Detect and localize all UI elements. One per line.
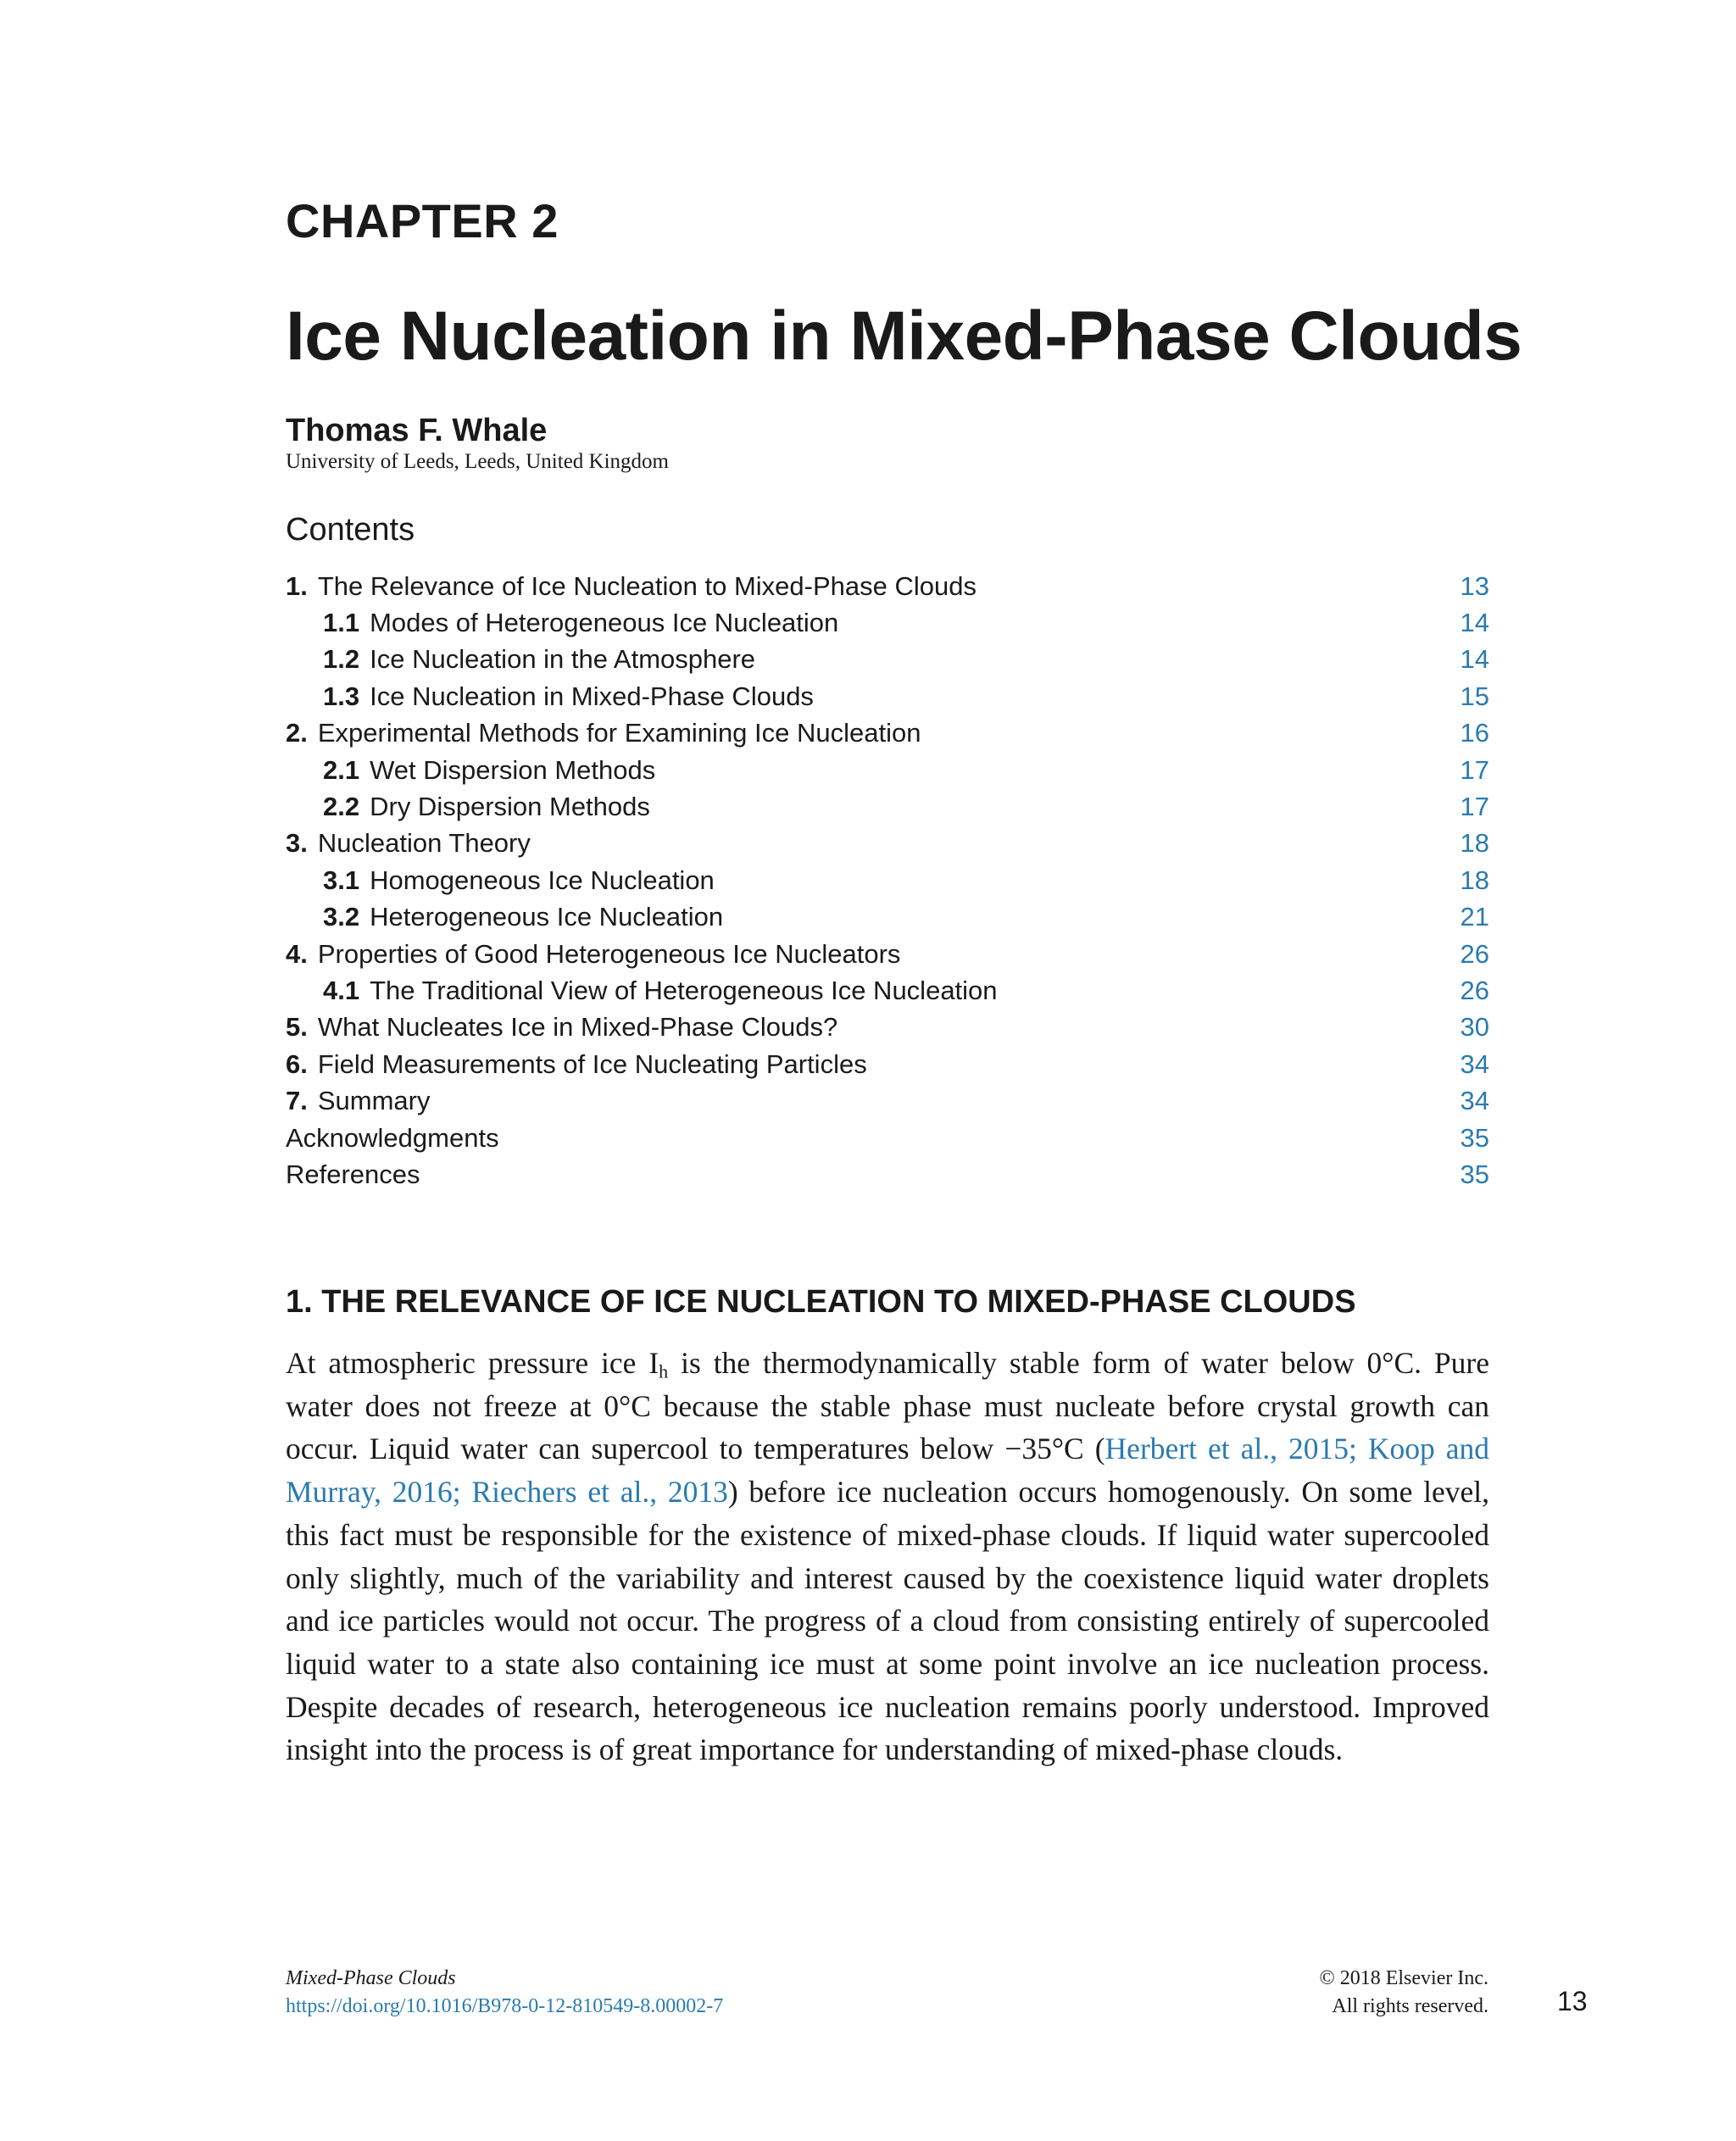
table-of-contents <box>286 568 1489 1193</box>
contents-heading: Contents <box>286 512 415 548</box>
section-heading: 1. THE RELEVANCE OF ICE NUCLEATION TO MIXED-PHASE CLOUDS <box>286 1284 1356 1320</box>
toc-entry[interactable] <box>286 568 1489 604</box>
toc-entry-label <box>286 828 531 859</box>
toc-entry-page[interactable]: 21 <box>1460 902 1489 932</box>
footer-doi-link[interactable]: https://doi.org/10.1016/B978-0-12-810549-8.00002-7 <box>286 1995 724 2017</box>
toc-entry-label <box>323 608 838 638</box>
author-name: Thomas F. Whale <box>286 413 548 448</box>
toc-entry[interactable] <box>286 1120 1489 1156</box>
toc-entry-page[interactable]: 35 <box>1460 1159 1489 1189</box>
chapter-title: Ice Nucleation in Mixed-Phase Clouds <box>286 298 1522 375</box>
toc-entry-number: 4. <box>286 938 308 969</box>
toc-entry[interactable] <box>286 936 1489 972</box>
toc-entry-page[interactable]: 34 <box>1460 1086 1489 1116</box>
toc-entry-page[interactable]: 15 <box>1460 681 1489 711</box>
toc-entry[interactable] <box>286 1082 1489 1119</box>
toc-entry-number: 3. <box>286 828 308 859</box>
author-affiliation: University of Leeds, Leeds, United Kingdom <box>286 450 669 473</box>
toc-entry-number: 3.1 <box>323 865 360 895</box>
toc-entry-number: 1.3 <box>323 681 360 711</box>
toc-entry-label <box>286 939 900 970</box>
toc-entry-page[interactable]: 18 <box>1460 865 1489 895</box>
toc-entry-page[interactable]: 14 <box>1460 608 1489 638</box>
toc-entry-page[interactable]: 34 <box>1460 1048 1489 1079</box>
citation-link[interactable]: Herbert et al., 2015; Koop and Murray, 2016; Riechers et al., 2013 <box>286 1432 1490 1510</box>
toc-entry-number: 6. <box>286 1048 308 1079</box>
toc-entry[interactable] <box>286 752 1489 788</box>
toc-entry-number: 7. <box>286 1086 308 1116</box>
toc-entry-number: 4.1 <box>323 975 360 1005</box>
toc-entry[interactable] <box>286 826 1489 862</box>
toc-entry-page[interactable]: 30 <box>1460 1012 1489 1043</box>
toc-entry-number: 1.2 <box>323 644 360 675</box>
page-number: 13 <box>1557 1986 1588 2016</box>
toc-entry-number: 2. <box>286 718 308 748</box>
toc-entry[interactable] <box>286 862 1489 898</box>
body-paragraph <box>286 1342 1489 1771</box>
body-text-subscript: h <box>659 1360 669 1382</box>
toc-entry-number: 5. <box>286 1012 308 1043</box>
toc-entry-label <box>323 865 715 896</box>
footer-book-title: Mixed-Phase Clouds <box>286 1967 456 1989</box>
toc-entry-label <box>286 1159 420 1190</box>
body-text-part: is the thermodynamically stable form of water below 0°C. Pure water does not freeze at 0°C because the stable phase must nucleate before crystal growth can occur. Liquid water can supercool to temperatures below −35°C ( <box>286 1346 1489 1466</box>
toc-entry-title: Field Measurements of Ice Nucleating Particles <box>317 1048 867 1079</box>
toc-entry-page[interactable]: 13 <box>1460 570 1489 601</box>
toc-entry-number: 2.1 <box>323 754 360 785</box>
toc-entry[interactable] <box>286 972 1489 1009</box>
toc-entry-title: Acknowledgments <box>286 1122 499 1153</box>
toc-entry-page[interactable]: 17 <box>1460 754 1489 785</box>
toc-entry-number: 3.2 <box>323 902 360 932</box>
toc-entry-title: Modes of Heterogeneous Ice Nucleation <box>370 608 839 638</box>
toc-entry-number: 1.1 <box>323 608 360 638</box>
toc-entry[interactable] <box>286 1046 1489 1082</box>
toc-entry-title: The Relevance of Ice Nucleation to Mixed-Phase Clouds <box>317 570 976 601</box>
toc-entry-page[interactable]: 26 <box>1460 975 1489 1005</box>
toc-entry-title: Dry Dispersion Methods <box>370 792 650 822</box>
toc-entry[interactable] <box>286 1009 1489 1046</box>
toc-entry[interactable] <box>286 899 1489 936</box>
toc-entry[interactable] <box>286 788 1489 825</box>
footer-left <box>286 1965 723 2021</box>
toc-entry-label <box>286 1086 431 1116</box>
toc-entry-label <box>286 571 976 602</box>
toc-entry-title: References <box>286 1159 420 1189</box>
body-text-part: ) before ice nucleation occurs homogenously. On some level, this fact must be responsible for the existence of mixed-phase clouds. If liquid water supercooled only slightly, much of the variability and interest caused by the coexistence liquid water droplets and ice particles would not occur. The progress of a cloud from consisting entirely of supercooled liquid water to a state also containing ice must at some point involve an ice nucleation process. Despite decades of research, heterogeneous ice nucleation remains poorly understood. Improved insight into the process is of great importance for understanding of mixed-phase clouds. <box>286 1475 1490 1767</box>
footer-right <box>1319 1965 1488 2021</box>
toc-entry-title: Properties of Good Heterogeneous Ice Nucleators <box>317 938 901 969</box>
toc-entry-title: The Traditional View of Heterogeneous Ice Nucleation <box>370 975 998 1005</box>
toc-entry-page[interactable]: 14 <box>1460 644 1489 675</box>
toc-entry-label <box>323 681 814 712</box>
chapter-label: CHAPTER 2 <box>286 194 559 247</box>
toc-entry-title: Summary <box>317 1086 431 1116</box>
toc-entry-title: Nucleation Theory <box>317 828 531 859</box>
toc-entry-page[interactable]: 16 <box>1460 718 1489 748</box>
footer-copyright: © 2018 Elsevier Inc. <box>1319 1967 1488 1989</box>
toc-entry-label <box>286 1123 499 1154</box>
toc-entry-page[interactable]: 18 <box>1460 828 1489 859</box>
toc-entry[interactable] <box>286 715 1489 752</box>
footer-rights: All rights reserved. <box>1332 1995 1488 2017</box>
toc-entry-label <box>323 755 655 786</box>
toc-entry[interactable] <box>286 642 1489 678</box>
toc-entry[interactable] <box>286 1156 1489 1193</box>
toc-entry[interactable] <box>286 678 1489 715</box>
toc-entry-title: Homogeneous Ice Nucleation <box>370 865 715 895</box>
toc-entry-label <box>286 1012 837 1043</box>
toc-entry-title: Ice Nucleation in the Atmosphere <box>370 644 756 675</box>
toc-entry-page[interactable]: 35 <box>1460 1122 1489 1153</box>
toc-entry-number: 1. <box>286 570 308 601</box>
toc-entry-label <box>323 902 723 932</box>
toc-entry-title: Experimental Methods for Examining Ice Nucleation <box>317 718 921 748</box>
toc-entry-label <box>323 792 650 822</box>
toc-entry-number: 2.2 <box>323 792 360 822</box>
toc-entry-title: What Nucleates Ice in Mixed-Phase Clouds? <box>317 1012 838 1043</box>
toc-entry-page[interactable]: 17 <box>1460 792 1489 822</box>
toc-entry-label <box>286 718 921 748</box>
toc-entry-label <box>286 1049 867 1080</box>
toc-entry-title: Ice Nucleation in Mixed-Phase Clouds <box>370 681 814 711</box>
toc-entry-label <box>323 976 998 1006</box>
toc-entry-title: Wet Dispersion Methods <box>370 754 656 785</box>
body-text-part: At atmospheric pressure ice I <box>286 1346 659 1380</box>
toc-entry-title: Heterogeneous Ice Nucleation <box>370 902 724 932</box>
toc-entry-page[interactable]: 26 <box>1460 938 1489 969</box>
toc-entry[interactable] <box>286 604 1489 641</box>
toc-entry-label <box>323 644 755 675</box>
